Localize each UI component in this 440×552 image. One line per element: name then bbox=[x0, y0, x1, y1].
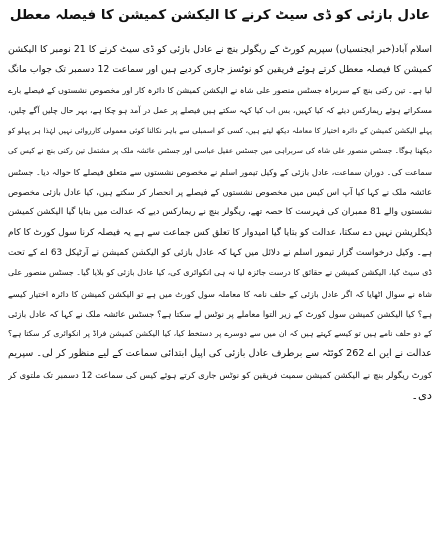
article-line: مسکراتے ہوئے ریمارکس دیئے کہ کیا کہیں، بس اب کیا کہہ سکتے ہیں فیصلے پر عمل در آمد ہو چکا ہے، بہر حال چلیں آگے چلیں، bbox=[8, 105, 432, 115]
article-line: کمیشن کا فیصلہ معطل کرتے ہوئے فریقین کو نوٹسز جاری کردیے ہیں اور سماعت 12 دسمبر تک جواب مانگ bbox=[8, 64, 432, 76]
article-line: ہے؟ کیا الیکشن کمیشن سول کورٹ کے زیر التوا معاملے پر نوٹس لے سکتا ہے؟ جسٹس عائشہ ملک نے کہا کہ عادل بازئی bbox=[8, 308, 432, 319]
article-line: عدالت نے این اے 262 کوئٹہ سے برطرف عادل بازئی کی اپیل ابتدائی سماعت کے لیے منظور کر لی۔ سپریم bbox=[8, 348, 432, 360]
article-line: کے دو حلف نامے ہیں تو کیسے کہتے ہیں کہ ان میں سے دوسرے پر دستخط کیا، کیا الیکشن کمیشن فراڈ پر انکوائری کر سکتا ہے؟ bbox=[8, 329, 432, 339]
article-line: کورٹ ریگولر بنچ نے الیکشن کمیشن سمیت فریقین کو نوٹس جاری کرتے ہوئے کیس کی سماعت 12 دسمبر تک ملتوی کر bbox=[8, 369, 432, 380]
article-line: سماعت کی۔ دوران سماعت، عادل بازئی کے وکیل تیمور اسلم نے مخصوص نشستوں سے متعلق فیصلے کا حوالہ دیا۔ جسٹس bbox=[8, 166, 432, 177]
article-headline: عادل بازئی کو ڈی سیٹ کرنے کا الیکشن کمیشن کا فیصلہ معطل bbox=[9, 8, 431, 23]
article-line: ڈیکلریشن نہیں دے سکتا، عدالت کو بتایا گیا امیدوار کا تعلق کس جماعت سے ہے یہ فیصلہ کرنا سول کورٹ کا کام bbox=[8, 227, 432, 238]
article-line: نشستوں والے 81 ممبران کی فہرست کا حصہ تھے، ریگولر بنچ نے ریمارکس دیے کہ عدالت میں بتایا گیا الیکشن کمیشن bbox=[8, 207, 432, 218]
article-line: شاہ نے سوال اٹھایا کہ اگر عادل بازئی کے حلف نامہ کا معاملہ سول کورٹ میں ہے تو الیکشن کمیشن کا دائرہ اختیار کیسے bbox=[8, 288, 432, 299]
article-line: پہلے الیکشن کمیشن کے دائرہ اختیار کا معاملہ دیکھ لیتے ہیں، کسی کو اسمبلی سے باہر نکالنا کوئی معمولی کارروائی نہیں لہٰذا ہر پہلو کو bbox=[8, 126, 432, 136]
article-body bbox=[8, 40, 432, 405]
article-line: ڈی سیٹ کیا، الیکشن کمیشن نے حقائق کا درست جائزہ لیا نہ ہی انکوائری کی، کیا عادل بازئی کو بلایا گیا۔ جسٹس منصور علی bbox=[8, 268, 432, 278]
article-line: لیا ہے۔ تین رکنی بنچ کے سربراہ جسٹس منصور علی شاہ نے الیکشن کمیشن کا دائرہ کار اور مخصوص نشستوں کے فیصلے بارے bbox=[8, 85, 432, 95]
article-line: دیکھنا ہوگا۔ جسٹس منصور علی شاہ کی سربراہی میں جسٹس عقیل عباسی اور جسٹس عائشہ ملک پر مشتمل تین رکنی بنچ نے کیس کی bbox=[8, 146, 432, 156]
article-line: ہے۔ وکیل درخواست گزار تیمور اسلم نے دلائل میں کہا کہ عادل بازئی کو الیکشن کمیشن نے آرٹیکل 63 اے کے تحت bbox=[8, 247, 432, 258]
article-line: دی۔ bbox=[411, 388, 432, 403]
article-line: اسلام آباد(خبر ایجنسیاں) سپریم کورٹ کے ریگولر بنچ نے عادل بازئی کو ڈی سیٹ کرنے کا 21 نومبر کا الیکشن bbox=[8, 44, 432, 55]
article-line: عائشہ ملک نے کہا کیا آپ اس کیس میں مخصوص نشستوں کے فیصلے پر انحصار کر سکتے ہیں، کیا عادل بازئی مخصوص bbox=[8, 187, 432, 198]
